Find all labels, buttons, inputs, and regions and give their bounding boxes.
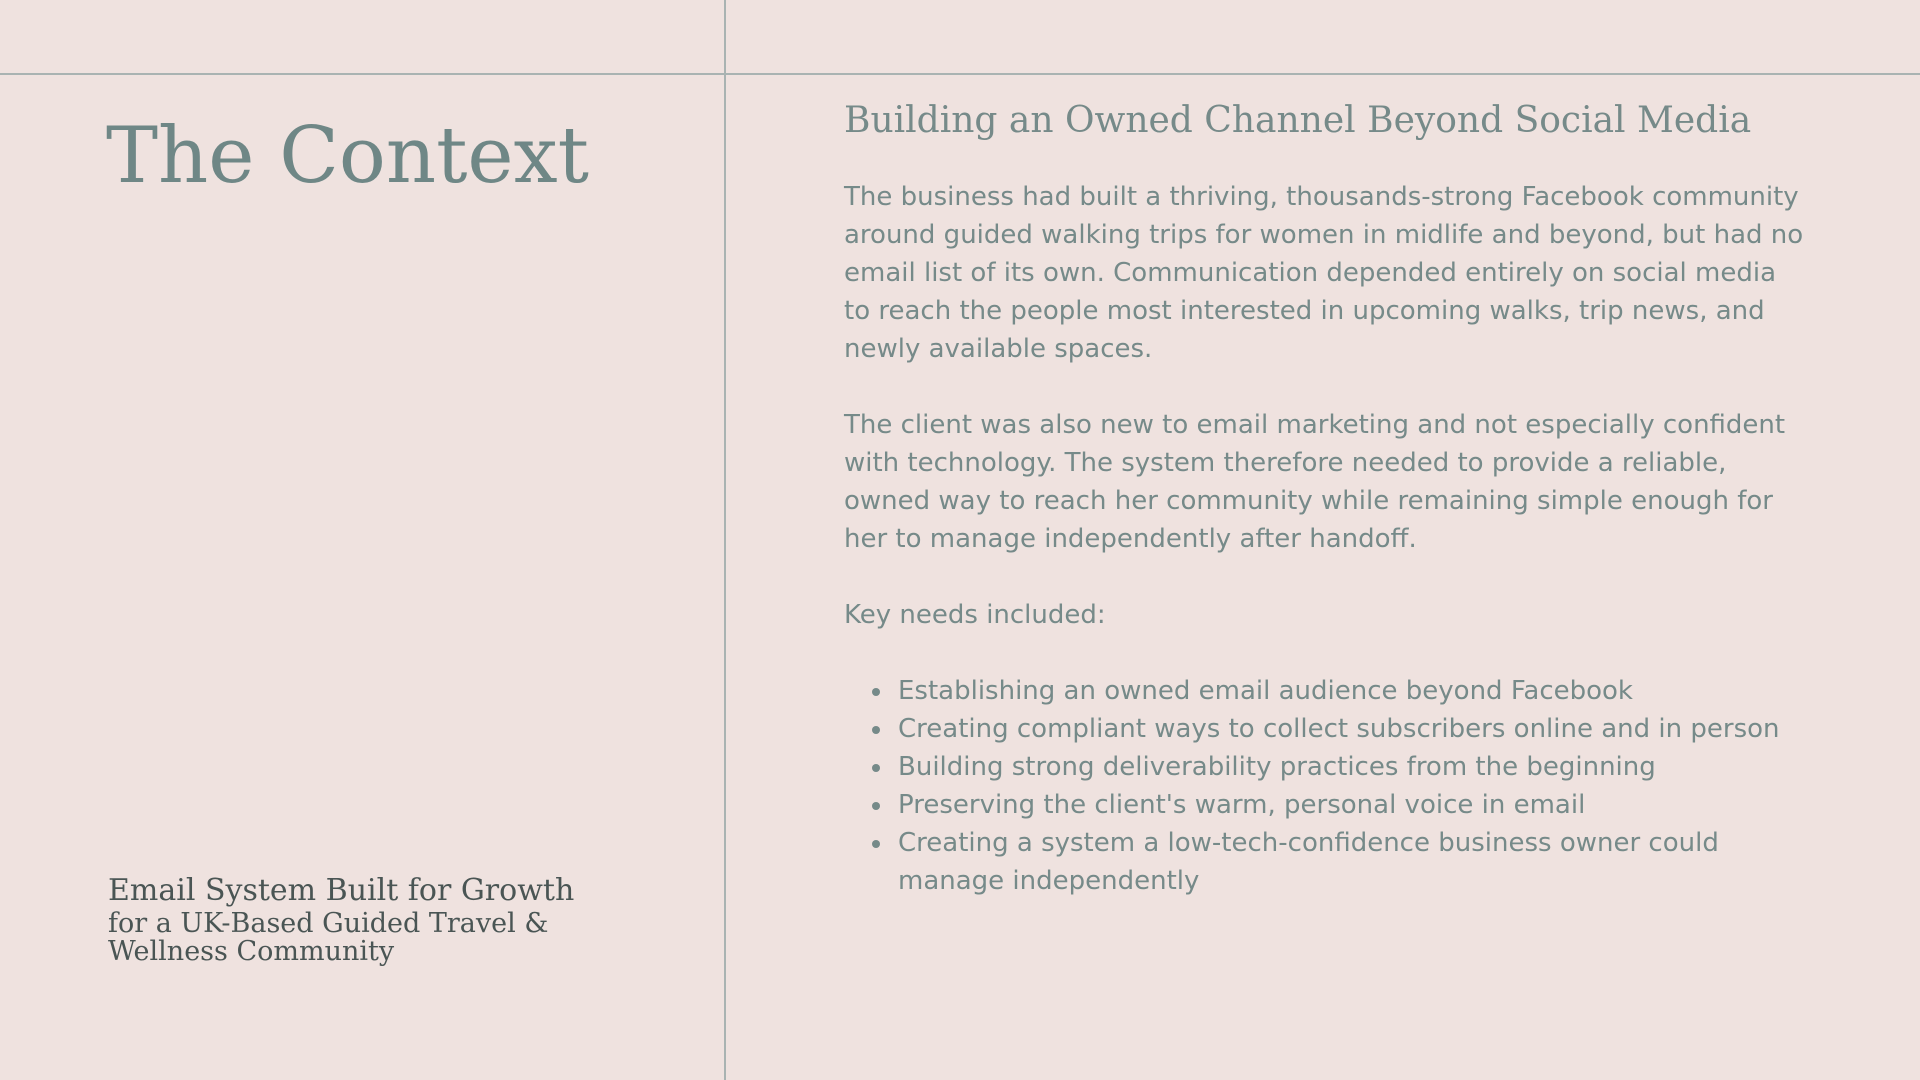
subtitle-line-2: for a UK-Based Guided Travel & Wellness Community: [108, 908, 549, 967]
key-need-item: Establishing an owned email audience beyond Facebook: [898, 672, 1798, 710]
page-title: The Context: [106, 111, 589, 201]
section-heading: Building an Owned Channel Beyond Social Media: [844, 100, 1752, 141]
key-needs-list: [844, 672, 1798, 900]
key-needs-intro: Key needs included:: [844, 600, 1106, 630]
context-paragraph-2: The client was also new to email marketing and not especially confident with technology. The system therefore needed to provide a reliable, owned way to reach her community while remaining simple enough for her to manage independently after handoff.: [844, 410, 1786, 554]
key-need-item: Creating a system a low-tech-confidence business owner could manage independently: [898, 824, 1798, 900]
vertical-divider: [724, 0, 726, 1080]
key-need-item: Building strong deliverability practices from the beginning: [898, 748, 1798, 786]
project-subtitle: [108, 872, 668, 966]
horizontal-divider: [0, 73, 1920, 75]
subtitle-line-1: Email System Built for Growth: [108, 873, 575, 908]
context-paragraph-1: The business had built a thriving, thousands-strong Facebook community around guided walking trips for women in midlife and beyond, but had no email list of its own. Communication depended entirely on social media to reach the people most interested in upcoming walks, trip news, and newly available spaces.: [844, 182, 1804, 364]
right-panel: [844, 96, 1844, 900]
key-need-item: Preserving the client's warm, personal voice in email: [898, 786, 1798, 824]
key-need-item: Creating compliant ways to collect subscribers online and in person: [898, 710, 1798, 748]
